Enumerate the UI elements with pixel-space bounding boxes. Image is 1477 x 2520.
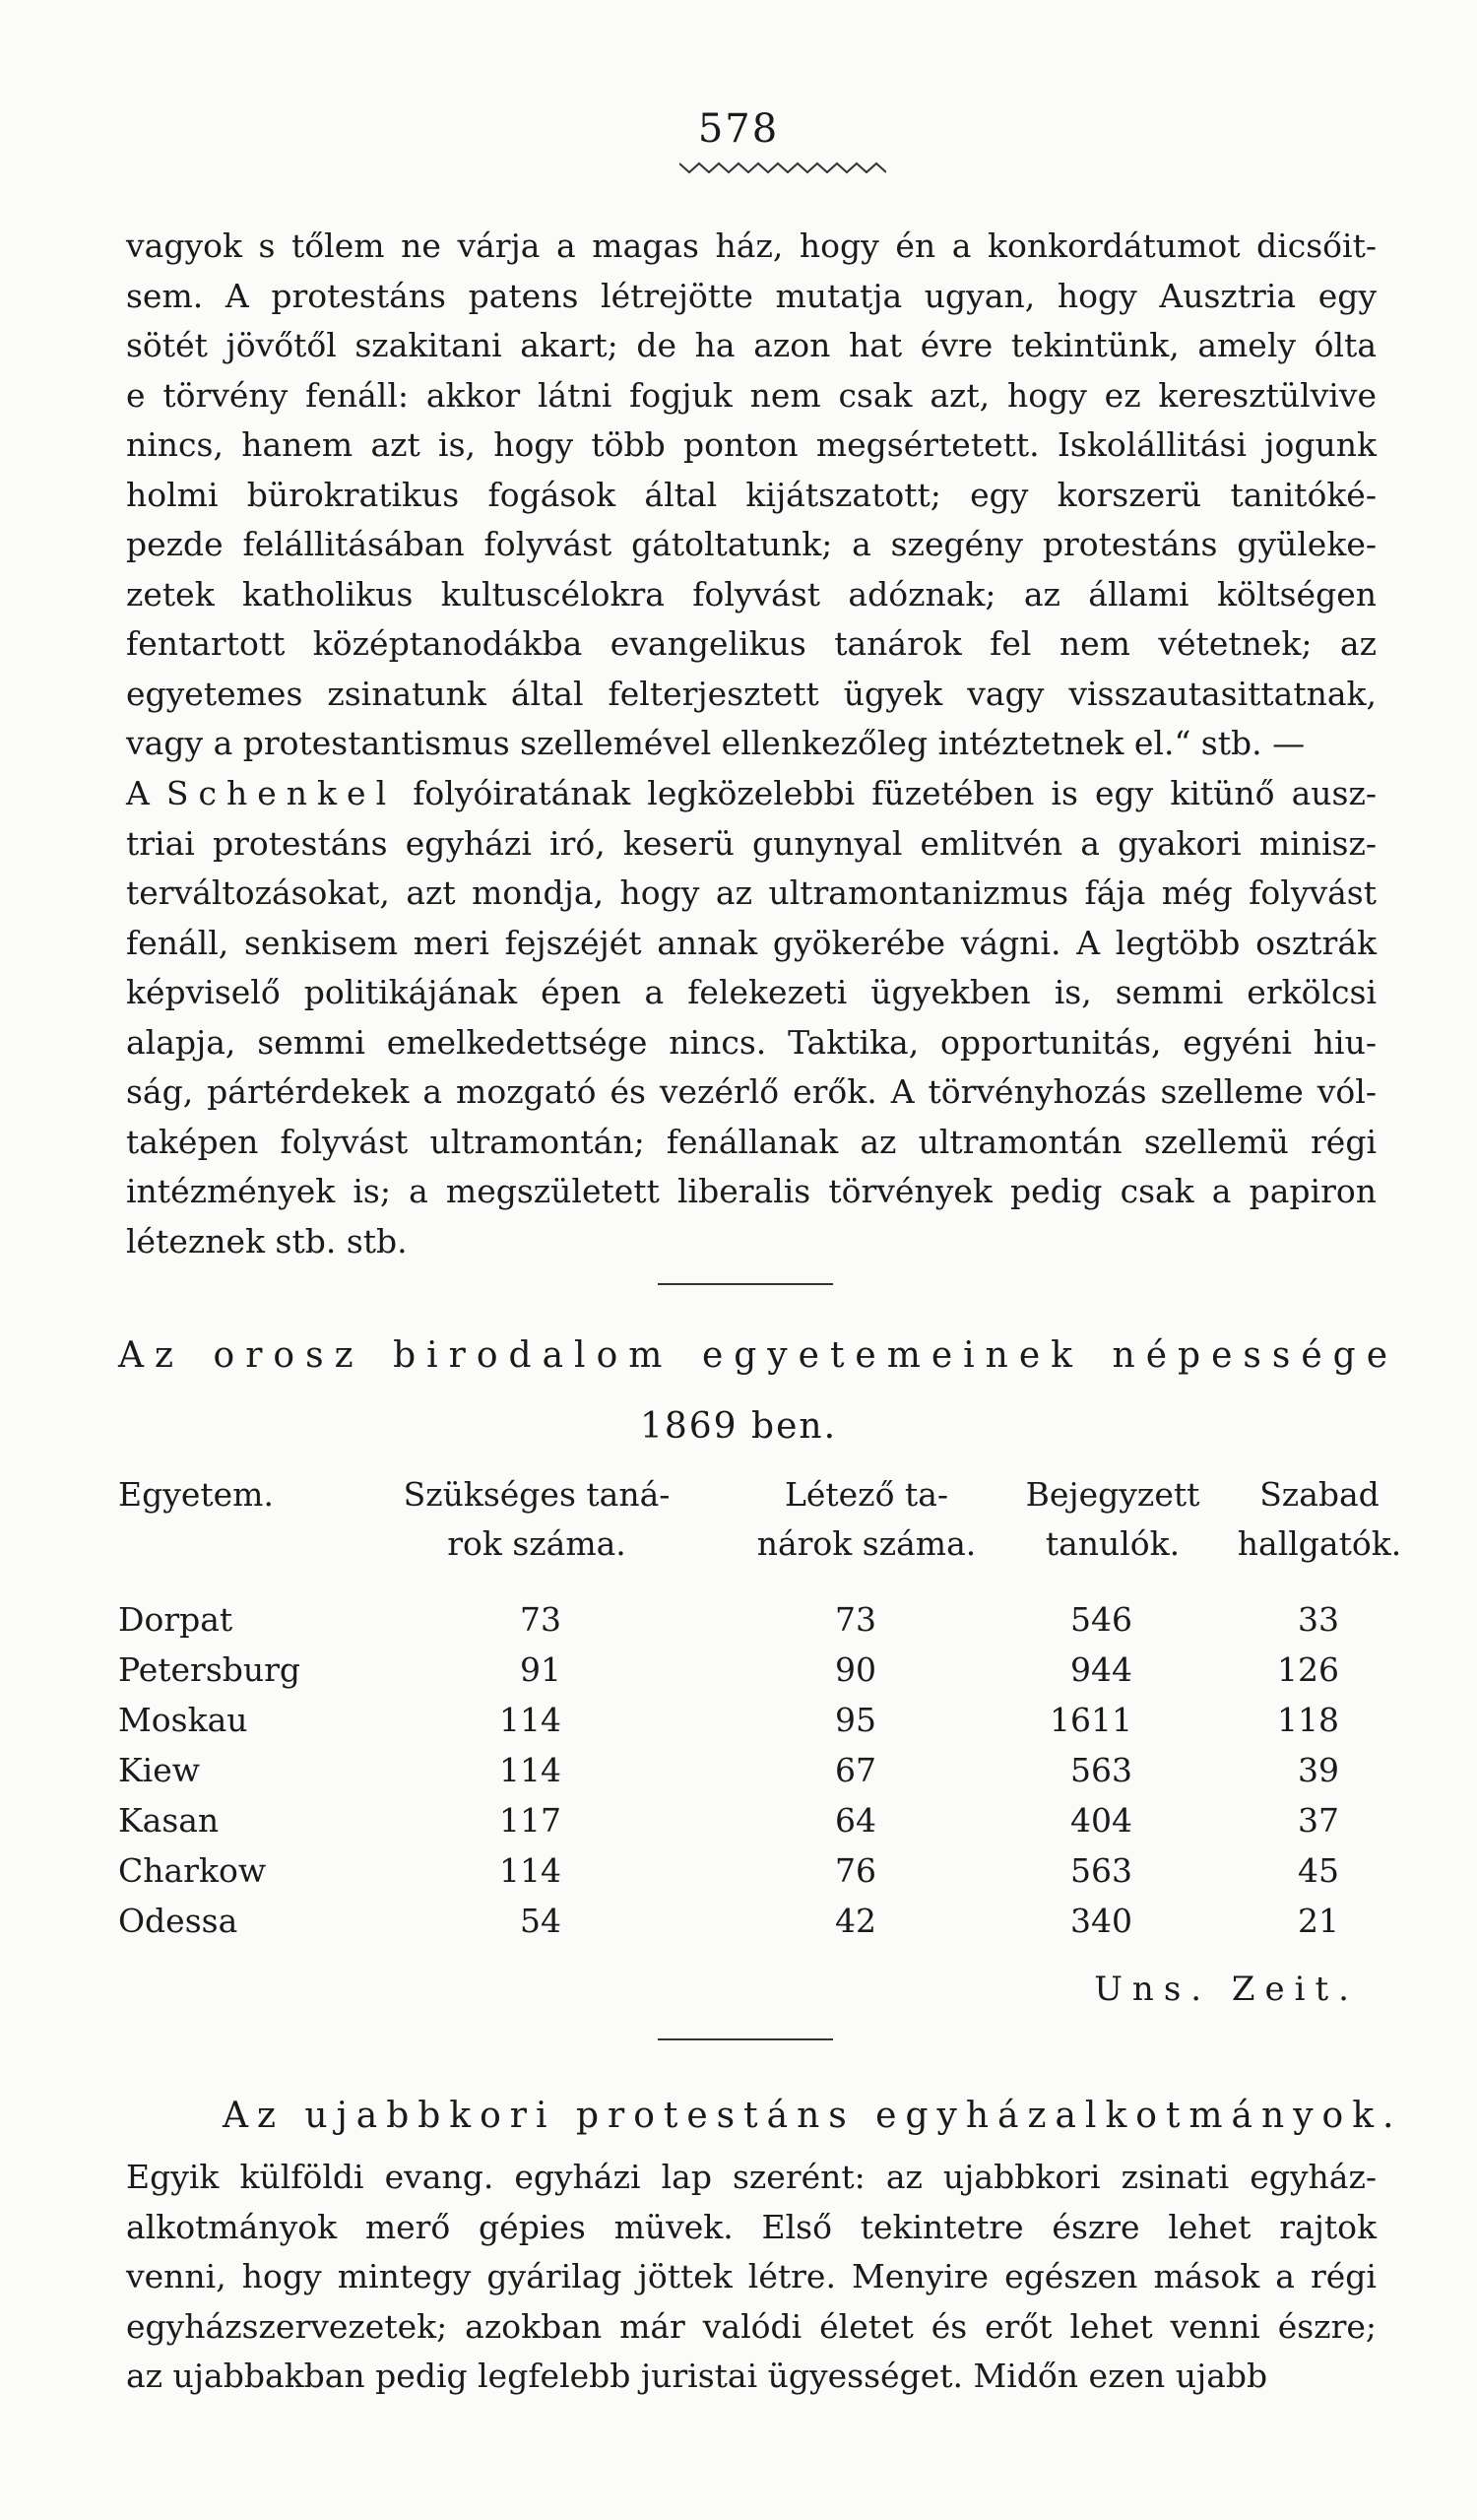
text-line: zetek katholikus kultuscélokra folyvást adóznak; az állami költségen bbox=[126, 574, 1377, 614]
text-line: holmi bürokratikus fogások által kijátszatott; egy korszerü tanitóké- bbox=[126, 475, 1377, 514]
table-row-label: Dorpat bbox=[118, 1600, 233, 1639]
text-line: vagy a protestantismus szellemével ellenkezőleg intéztetnek el.“ stb. — bbox=[126, 724, 1306, 762]
table-header: hallgatók. bbox=[1237, 1524, 1402, 1563]
paragraph-1 bbox=[126, 222, 1377, 769]
text-line: az ujabbakban pedig legfelebb juristai ügyességet. Midőn ezen ujabb bbox=[126, 2357, 1268, 2395]
table-header: Szabad bbox=[1259, 1475, 1380, 1514]
text-line: sötét jövőtől szakitani akart; de ha azon hat évre tekintünk, amely ólta bbox=[126, 326, 1377, 364]
table-row-label: Kasan bbox=[118, 1801, 220, 1840]
table-cell: 76 bbox=[835, 1851, 876, 1890]
source-signature: Uns. Zeit. bbox=[1094, 1970, 1359, 2009]
text-line: Egyik külföldi evang. egyházi lap szerént: az ujabbkori zsinati egyház- bbox=[126, 2158, 1377, 2196]
text-line: egyetemes zsinatunk által felterjesztett ügyek vagy visszautasittatnak, bbox=[126, 674, 1377, 713]
text-line: képviselő politikájának épen a felekezeti ügyekben is, semmi erkölcsi bbox=[126, 973, 1377, 1011]
table-row-label: Kiew bbox=[118, 1751, 200, 1789]
page-number: 578 bbox=[697, 106, 780, 152]
table-row-label: Odessa bbox=[118, 1902, 238, 1940]
text-line: alkotmányok merő gépies müvek. Első tekintetre észre lehet rajtok bbox=[126, 2207, 1377, 2246]
wave-ornament-icon bbox=[679, 160, 886, 175]
text-line: terváltozásokat, azt mondja, hogy az ultramontanizmus fája még folyvást bbox=[126, 873, 1377, 912]
section-title: Az ujabbkori protestáns egyházalkotmányok. bbox=[223, 2096, 1403, 2136]
text-line: nincs, hanem azt is, hogy több ponton megsértetett. Iskolállitási jogunk bbox=[126, 425, 1377, 464]
table-cell: 39 bbox=[1298, 1751, 1339, 1789]
text-line: egyházszervezetek; azokban már valódi életet és erőt lehet venni észre; bbox=[126, 2306, 1377, 2346]
text-line: e törvény fenáll: akkor látni fogjuk nem csak azt, hogy ez keresztülvive bbox=[126, 375, 1377, 415]
table-cell: 33 bbox=[1298, 1600, 1339, 1639]
table-header: Egyetem. bbox=[118, 1475, 274, 1514]
table-cell: 42 bbox=[835, 1902, 876, 1940]
table-cell: 546 bbox=[1070, 1600, 1132, 1639]
text-line: léteznek stb. stb. bbox=[126, 1221, 408, 1260]
separator-rule-2 bbox=[658, 2038, 833, 2040]
text-line: triai protestáns egyházi iró, keserü gunynyal emlitvén a gyakori minisz- bbox=[126, 823, 1377, 863]
table-cell: 91 bbox=[520, 1650, 561, 1689]
table-year: 1869 ben. bbox=[639, 1406, 838, 1447]
text-line: taképen folyvást ultramontán; fenállanak az ultramontán szellemü régi bbox=[126, 1122, 1377, 1161]
table-cell: 73 bbox=[520, 1600, 561, 1639]
table-cell: 404 bbox=[1070, 1801, 1132, 1840]
table-header: rok száma. bbox=[447, 1524, 626, 1563]
table-cell: 90 bbox=[835, 1650, 876, 1689]
table-cell: 37 bbox=[1298, 1801, 1339, 1840]
text-line: venni, hogy mintegy gyárilag jöttek létre. Menyire egészen mások a régi bbox=[126, 2257, 1377, 2295]
table-row-label: Petersburg bbox=[118, 1650, 301, 1689]
table-cell: 64 bbox=[835, 1801, 876, 1840]
table-cell: 563 bbox=[1070, 1851, 1132, 1890]
table-header: Bejegyzett bbox=[1025, 1475, 1200, 1514]
text-line: intézmények is; a megszületett liberalis törvények pedig csak a papiron bbox=[126, 1172, 1377, 1210]
table-cell: 117 bbox=[499, 1801, 561, 1840]
table-cell: 126 bbox=[1277, 1650, 1339, 1689]
text-line: fenáll, senkisem meri fejszéjét annak gyökerébe vágni. A legtöbb osztrák bbox=[126, 923, 1377, 962]
table-row-label: Charkow bbox=[118, 1851, 267, 1890]
table-cell: 114 bbox=[499, 1701, 561, 1739]
table-cell: 54 bbox=[520, 1902, 561, 1940]
table-cell: 95 bbox=[835, 1701, 876, 1739]
separator-rule bbox=[658, 1283, 833, 1285]
table-header: Szükséges taná- bbox=[403, 1475, 671, 1514]
table-cell: 21 bbox=[1298, 1902, 1339, 1940]
text-line: alapja, semmi emelkedettsége nincs. Taktika, opportunitás, egyéni hiu- bbox=[126, 1022, 1377, 1062]
table-header: tanulók. bbox=[1045, 1524, 1181, 1563]
text-line: pezde felállitásában folyvást gátoltatunk; a szegény protestáns gyüleke- bbox=[126, 525, 1377, 563]
text-line: fentartott középtanodákba evangelikus tanárok fel nem vétetnek; az bbox=[126, 624, 1377, 663]
table-cell: 114 bbox=[499, 1751, 561, 1789]
text-line: sem. A protestáns patens létrejötte mutatja ugyan, hogy Ausztria egy bbox=[126, 276, 1377, 315]
text-line: A Schenkel folyóiratának legközelebbi füzetében is egy kitünő ausz- bbox=[126, 774, 1378, 812]
table-cell: 340 bbox=[1070, 1902, 1132, 1940]
table-cell: 114 bbox=[499, 1851, 561, 1890]
table-cell: 45 bbox=[1298, 1851, 1339, 1890]
table-header: Létező ta- bbox=[784, 1475, 949, 1514]
table-cell: 944 bbox=[1070, 1650, 1132, 1689]
table-header: nárok száma. bbox=[756, 1524, 977, 1563]
table-cell: 67 bbox=[835, 1751, 876, 1789]
table-title: Az orosz birodalom egyetemeinek népessége bbox=[118, 1335, 1398, 1376]
table-row-label: Moskau bbox=[118, 1701, 248, 1739]
text-line: vagyok s tőlem ne várja a magas ház, hogy én a konkordátumot dicsőit- bbox=[126, 226, 1377, 265]
table-cell: 1611 bbox=[1050, 1701, 1132, 1739]
paragraph-3 bbox=[126, 2153, 1377, 2402]
table-cell: 73 bbox=[835, 1600, 876, 1639]
text-line: ság, pártérdekek a mozgató és vezérlő erők. A törvényhozás szelleme vól- bbox=[126, 1072, 1377, 1111]
paragraph-2 bbox=[126, 769, 1377, 1266]
table-cell: 563 bbox=[1070, 1751, 1132, 1789]
table-cell: 118 bbox=[1277, 1701, 1339, 1739]
